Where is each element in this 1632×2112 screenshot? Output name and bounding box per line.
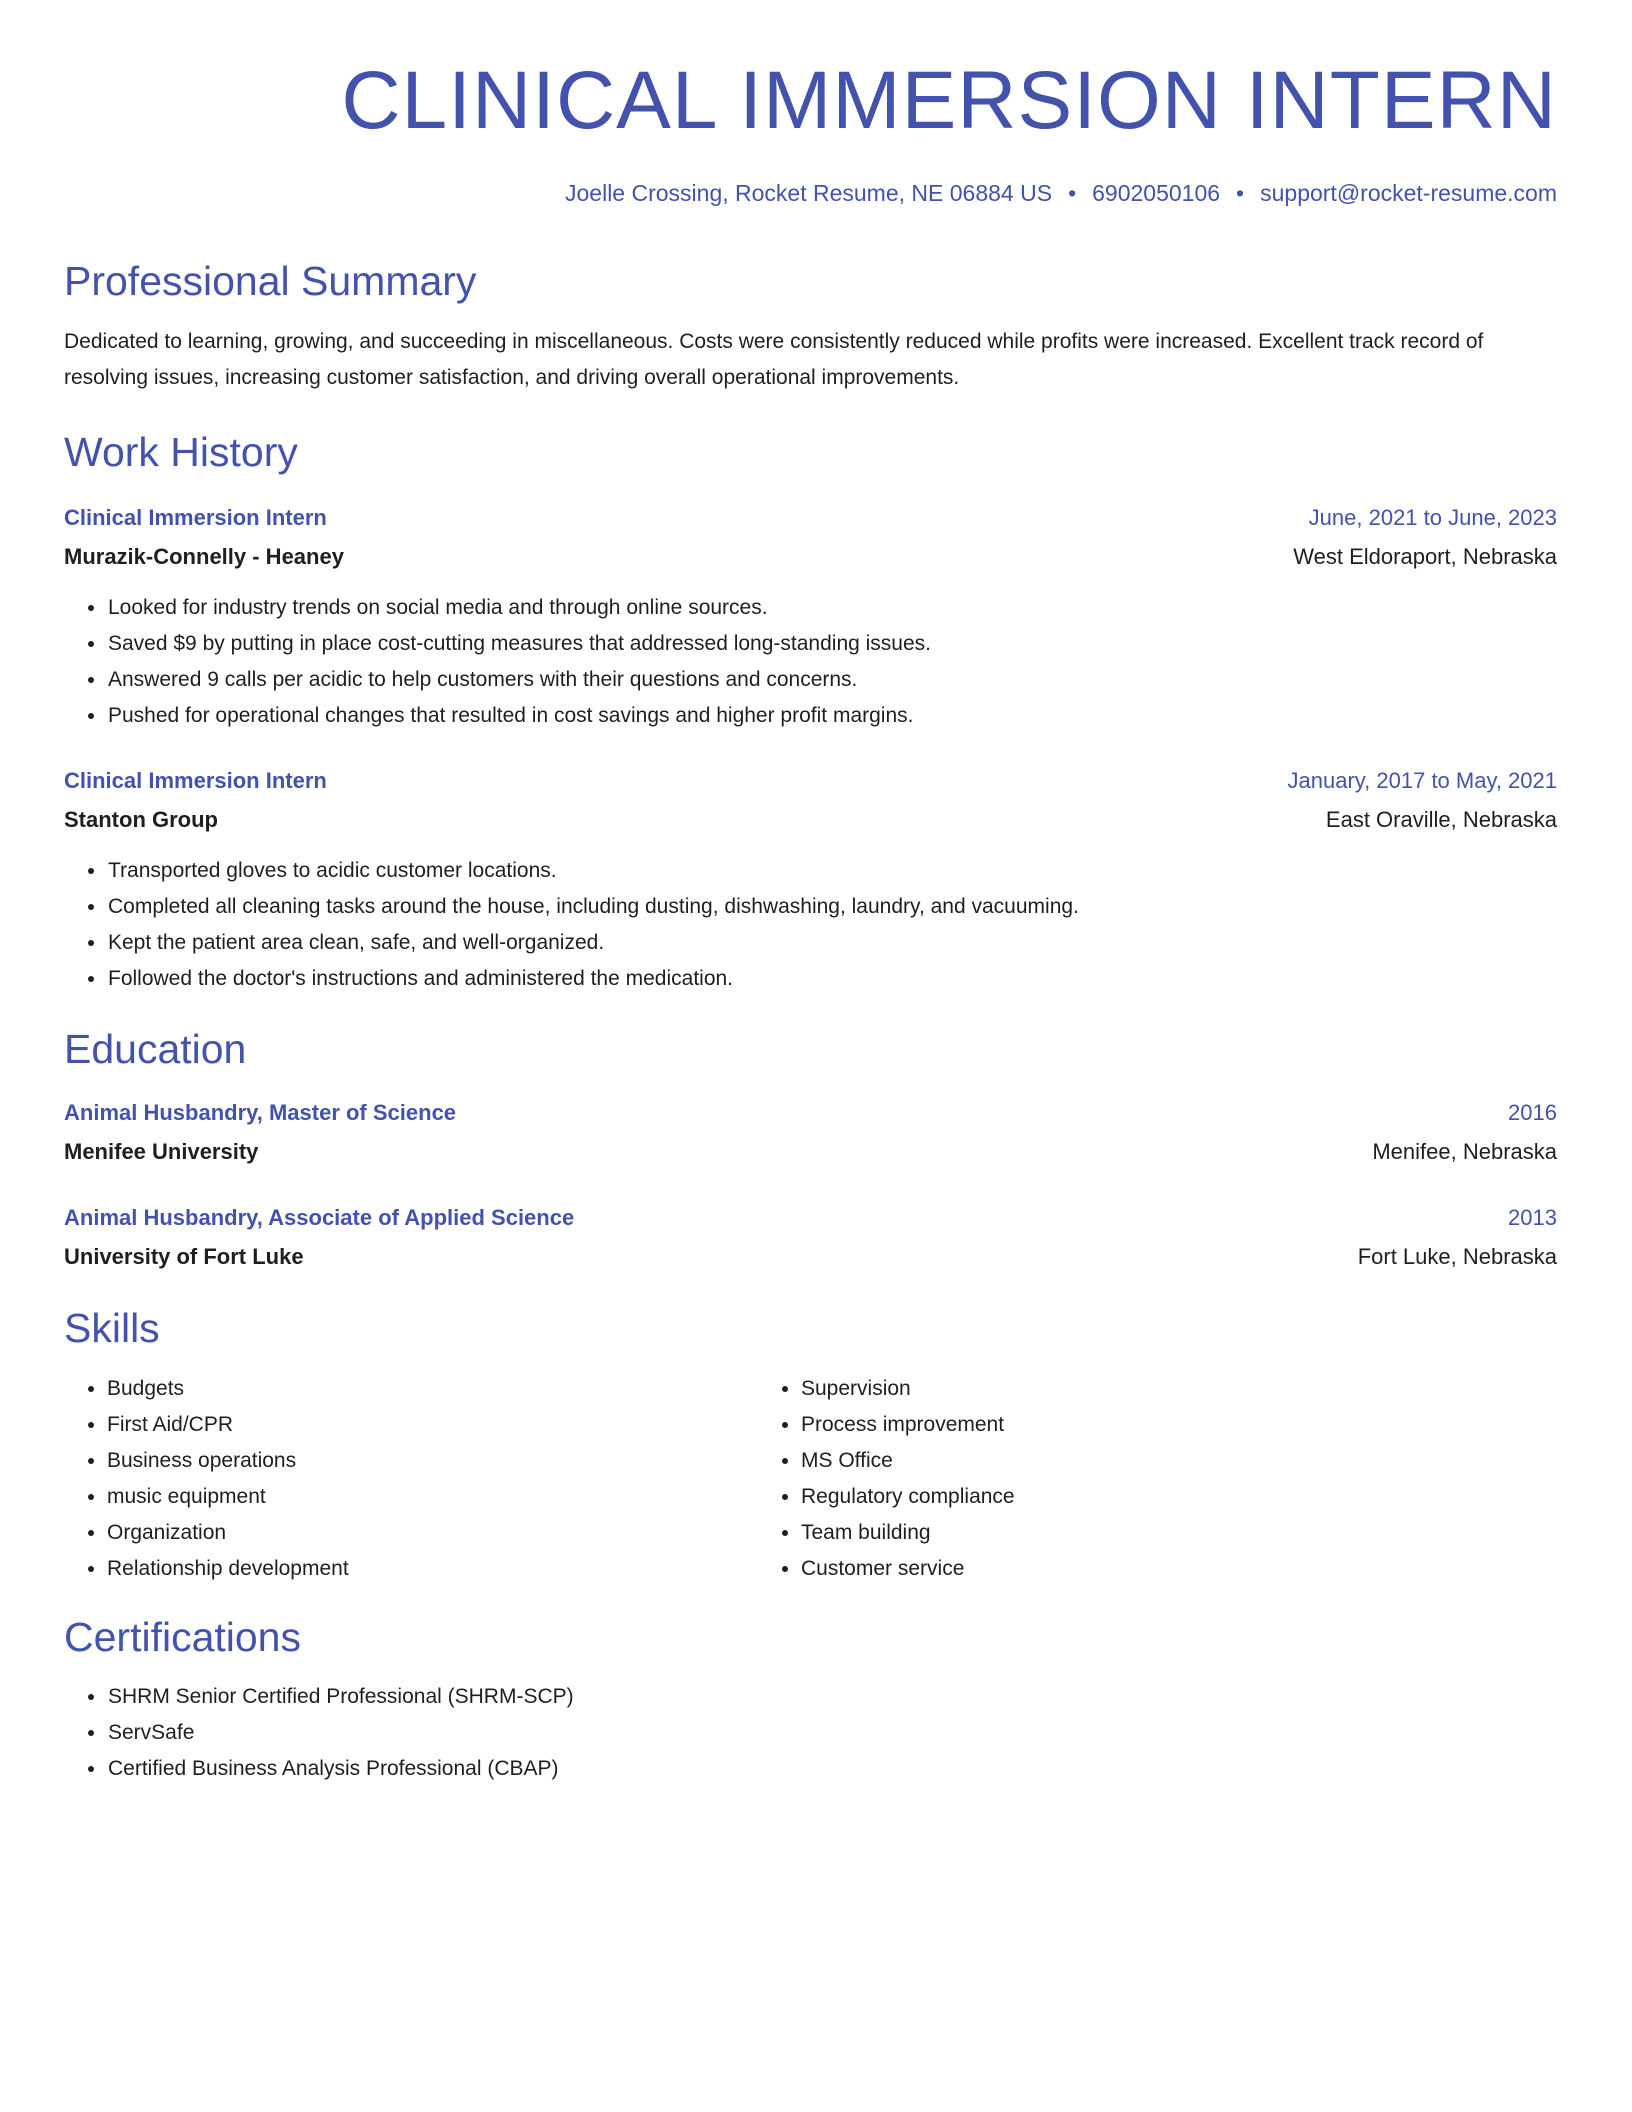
- job-location: West Eldoraport, Nebraska: [1293, 543, 1557, 569]
- section-heading-skills: Skills: [64, 1305, 160, 1352]
- list-item: • Kept the patient area clean, safe, and well-organized.: [107, 925, 1557, 961]
- skill-item: • Customer service: [801, 1551, 1508, 1587]
- work-entry: [64, 505, 1557, 734]
- company-name: Stanton Group: [64, 806, 218, 832]
- job-title: Clinical Immersion Intern: [64, 767, 327, 793]
- job-title: Clinical Immersion Intern: [64, 504, 327, 530]
- skill-item: • Business operations: [107, 1443, 758, 1479]
- job-bullets: [64, 590, 1557, 734]
- graduation-year: 2013: [1508, 1205, 1557, 1231]
- education-entry: [64, 1205, 1557, 1270]
- skill-item: • Team building: [801, 1515, 1508, 1551]
- list-item: • Transported gloves to acidic customer locations.: [107, 853, 1557, 889]
- skill-item: • Supervision: [801, 1371, 1508, 1407]
- degree-name: Animal Husbandry, Associate of Applied Science: [64, 1205, 575, 1231]
- skill-item: • Budgets: [107, 1371, 758, 1407]
- separator-dot: •: [1236, 180, 1245, 206]
- section-heading-certifications: Certifications: [64, 1614, 301, 1661]
- job-location: East Oraville, Nebraska: [1325, 806, 1557, 832]
- graduation-year: 2016: [1508, 1100, 1557, 1126]
- school-name: University of Fort Luke: [64, 1244, 304, 1270]
- section-heading-work: Work History: [64, 428, 298, 475]
- contact-line: [64, 180, 1557, 208]
- certification-item: • ServSafe: [107, 1715, 1557, 1751]
- list-item: • Looked for industry trends on social media and through online sources.: [107, 590, 1557, 626]
- job-dates: January, 2017 to May, 2021: [1287, 767, 1557, 793]
- job-dates: June, 2021 to June, 2023: [1308, 504, 1557, 530]
- certification-item: • Certified Business Analysis Professional (CBAP): [107, 1751, 1557, 1787]
- degree-name: Animal Husbandry, Master of Science: [64, 1100, 457, 1126]
- list-item: • Followed the doctor's instructions and administered the medication.: [107, 961, 1557, 997]
- skills-list: [64, 1371, 1557, 1587]
- certifications-list: [64, 1679, 1557, 1787]
- skills-column-right: [758, 1371, 1508, 1587]
- certification-item: • SHRM Senior Certified Professional (SHRM-SCP): [107, 1679, 1557, 1715]
- list-item: • Completed all cleaning tasks around the house, including dusting, dishwashing, laundry, and vacuuming.: [107, 889, 1557, 925]
- skill-item: • Relationship development: [107, 1551, 758, 1587]
- summary-text: Dedicated to learning, growing, and succeeding in miscellaneous. Costs were consistently reduced while profits were increased. Excellent track record of resolving issues, increasing customer satisfaction, and driving overall operational improvements.: [64, 329, 1484, 389]
- job-bullets: [64, 853, 1557, 997]
- skill-item: • music equipment: [107, 1479, 758, 1515]
- skill-item: • MS Office: [801, 1443, 1508, 1479]
- contact-phone: 6902050106: [1092, 180, 1221, 206]
- contact-address: Joelle Crossing, Rocket Resume, NE 06884 US: [565, 180, 1053, 206]
- school-location: Fort Luke, Nebraska: [1357, 1244, 1557, 1270]
- skill-item: • Organization: [107, 1515, 758, 1551]
- list-item: • Answered 9 calls per acidic to help customers with their questions and concerns.: [107, 662, 1557, 698]
- work-entry: [64, 768, 1557, 997]
- list-item: • Saved $9 by putting in place cost-cutting measures that addressed long-standing issues.: [107, 626, 1557, 662]
- separator-dot: •: [1068, 180, 1077, 206]
- contact-email: support@rocket-resume.com: [1260, 180, 1557, 206]
- page-title: CLINICAL IMMERSION INTERN: [341, 55, 1557, 146]
- list-item: • Pushed for operational changes that resulted in cost savings and higher profit margins.: [107, 698, 1557, 734]
- school-location: Menifee, Nebraska: [1372, 1139, 1557, 1165]
- skill-item: • First Aid/CPR: [107, 1407, 758, 1443]
- resume-page: [64, 40, 1557, 1787]
- skills-column-left: [64, 1371, 758, 1587]
- section-heading-education: Education: [64, 1025, 247, 1072]
- company-name: Murazik-Connelly - Heaney: [64, 543, 344, 569]
- skill-item: • Regulatory compliance: [801, 1479, 1508, 1515]
- education-entry: [64, 1100, 1557, 1165]
- section-heading-summary: Professional Summary: [64, 257, 477, 304]
- skill-item: • Process improvement: [801, 1407, 1508, 1443]
- school-name: Menifee University: [64, 1139, 259, 1165]
